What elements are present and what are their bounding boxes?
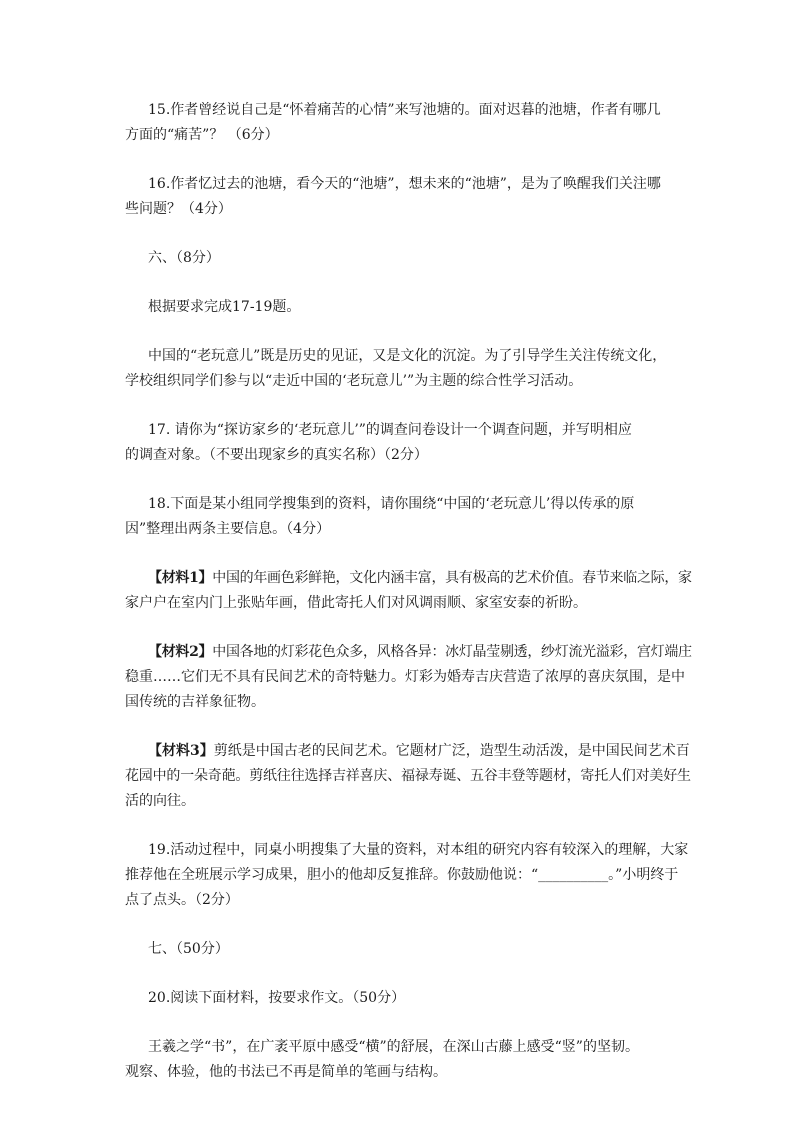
question-16-line-2: 些问题？（4分） bbox=[125, 201, 232, 217]
question-18-line-1: 18.下面是某小组同学搜集到的资料，请你围绕“中国的‘老玩意儿’得以传承的原 bbox=[148, 496, 635, 512]
activity-intro-line-2: 学校组织同学们参与以“走近中国的‘老玩意儿’”为主题的综合性学习活动。 bbox=[125, 373, 583, 389]
material-2-line-1 bbox=[148, 640, 692, 665]
material-3-line-2: 花园中的一朵奇葩。剪纸往往选择吉祥喜庆、福禄寿诞、五谷丰登等题材，寄托人们对美好生 bbox=[125, 768, 691, 784]
material-3-line-1-text: 剪纸是中国古老的民间艺术。它题材广泛，造型生动活泼，是中国民间艺术百 bbox=[213, 743, 690, 759]
question-17 bbox=[125, 418, 670, 468]
material-2-line-3: 国传统的吉祥象征物。 bbox=[125, 694, 265, 710]
material-3 bbox=[125, 739, 691, 814]
material-1-line-1 bbox=[148, 566, 692, 591]
material-1-tag: 【材料1】 bbox=[148, 570, 213, 586]
question-19-line-2: 推荐他在全班展示学习成果，胆小的他却反复推辞。你鼓励他说：“__________。”小明终于 bbox=[125, 867, 679, 883]
question-20-text: 20.阅读下面材料，按要求作文。（50分） bbox=[148, 990, 406, 1006]
essay-material bbox=[125, 1035, 670, 1085]
question-19-line-1: 19.活动过程中，同桌小明搜集了大量的资料，对本组的研究内容有较深入的理解，大家 bbox=[148, 842, 689, 858]
document-page bbox=[125, 98, 692, 1109]
question-16 bbox=[125, 172, 670, 222]
essay-material-line-1: 王羲之学“书”，在广袤平原中感受“横”的舒展，在深山古藤上感受“竖”的坚韧。 bbox=[148, 1039, 639, 1055]
question-16-line-1: 16.作者忆过去的池塘，看今天的“池塘”，想未来的“池塘”，是为了唤醒我们关注哪 bbox=[148, 176, 661, 192]
material-3-line-1 bbox=[148, 739, 690, 764]
question-20 bbox=[148, 986, 670, 1011]
section-7-heading-text: 七、（50分） bbox=[148, 941, 229, 957]
section-6-heading-text: 六、（8分） bbox=[148, 250, 220, 266]
question-15 bbox=[125, 98, 670, 148]
material-2 bbox=[125, 640, 692, 715]
question-18-line-2: 因”整理出两条主要信息。（4分） bbox=[125, 521, 331, 537]
instructions-17-19-text: 根据要求完成17-19题。 bbox=[148, 299, 301, 315]
question-17-line-2: 的调查对象。（不要出现家乡的真实名称）（2分） bbox=[125, 447, 428, 463]
question-15-line-1: 15.作者曾经说自己是“怀着痛苦的心情”来写池塘的。面对迟暮的池塘，作者有哪几 bbox=[148, 102, 661, 118]
material-1-line-1-text: 中国的年画色彩鲜艳，文化内涵丰富，具有极高的艺术价值。春节来临之际，家 bbox=[212, 570, 692, 586]
question-19 bbox=[125, 838, 689, 913]
activity-intro-line-1: 中国的“老玩意儿”既是历史的见证，又是文化的沉淀。为了引导学生关注传统文化， bbox=[148, 348, 667, 364]
material-1-line-2: 家户户在室内门上张贴年画，借此寄托人们对风调雨顺、家室安泰的祈盼。 bbox=[125, 595, 587, 611]
section-7-heading bbox=[148, 937, 670, 962]
question-18 bbox=[125, 492, 670, 542]
material-2-line-1-text: 中国各地的灯彩花色众多，风格各异：冰灯晶莹剔透，纱灯流光溢彩，宫灯端庄 bbox=[212, 644, 692, 660]
section-6-heading bbox=[148, 246, 670, 271]
question-19-line-3: 点了点头。（2分） bbox=[125, 892, 239, 908]
material-3-tag: 【材料3】 bbox=[148, 743, 214, 759]
essay-material-line-2: 观察、体验，他的书法已不再是简单的笔画与结构。 bbox=[125, 1064, 447, 1080]
activity-intro bbox=[125, 344, 670, 394]
instructions-17-19 bbox=[148, 295, 670, 320]
question-17-line-1: 17. 请你为“探访家乡的‘老玩意儿’”的调查问卷设计一个调查问题，并写明相应 bbox=[148, 422, 632, 438]
material-3-line-3: 活的向往。 bbox=[125, 793, 195, 809]
material-2-tag: 【材料2】 bbox=[148, 644, 213, 660]
material-2-line-2: 稳重……它们无不具有民间艺术的奇特魅力。灯彩为婚寿吉庆营造了浓厚的喜庆氛围，是中 bbox=[125, 669, 685, 685]
question-15-line-2: 方面的“痛苦”？ （6分） bbox=[125, 127, 279, 143]
material-1 bbox=[125, 566, 692, 616]
